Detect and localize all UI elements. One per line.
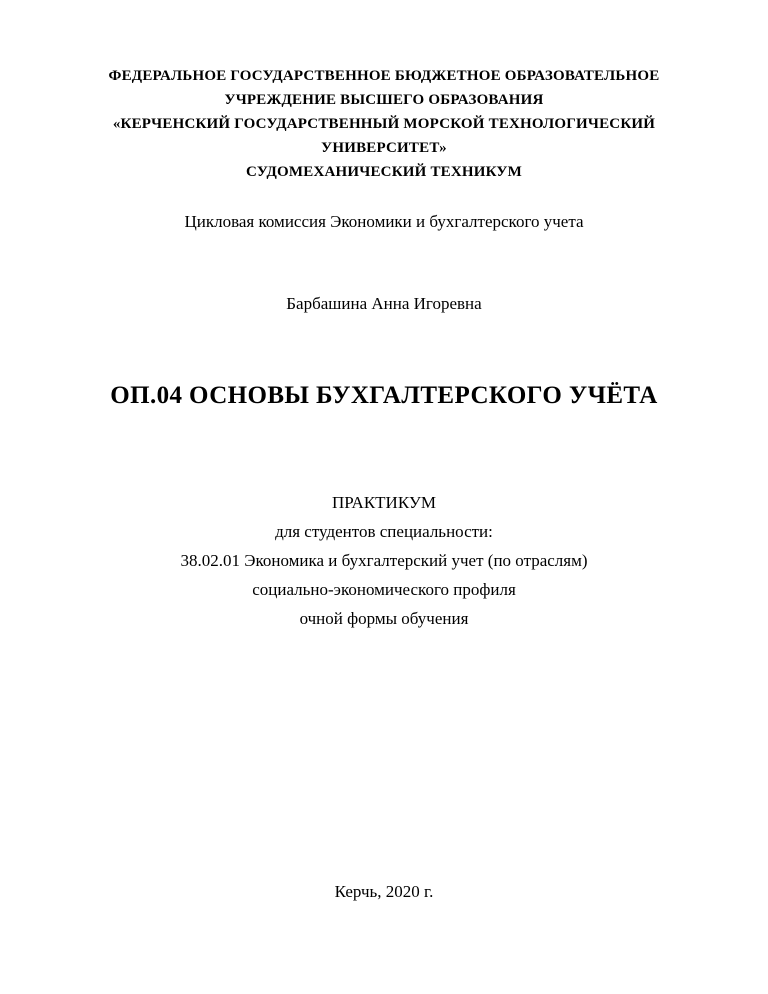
footer-place-year: Керчь, 2020 г. [334, 882, 434, 901]
institution-line: «КЕРЧЕНСКИЙ ГОСУДАРСТВЕННЫЙ МОРСКОЙ ТЕХНОЛОГИЧЕСКИЙ [112, 116, 656, 132]
practicum-line: для студентов специальности: [275, 522, 493, 541]
commission-line: Цикловая комиссия Экономики и бухгалтерского учета [184, 212, 584, 231]
institution-line: УНИВЕРСИТЕТ» [321, 140, 447, 156]
practicum-block [0, 488, 768, 633]
practicum-line: очной формы обучения [299, 609, 469, 628]
practicum-heading: ПРАКТИКУМ [332, 493, 436, 512]
institution-line: УЧРЕЖДЕНИЕ ВЫСШЕГО ОБРАЗОВАНИЯ [224, 92, 544, 108]
institution-header [0, 0, 768, 184]
document-title: ОП.04 ОСНОВЫ БУХГАЛТЕРСКОГО УЧЁТА [110, 382, 658, 409]
practicum-line: социально-экономического профиля [252, 580, 516, 599]
author-name: Барбашина Анна Игоревна [286, 294, 482, 313]
practicum-line: 38.02.01 Экономика и бухгалтерский учет (по отраслям) [180, 551, 588, 570]
institution-line: СУДОМЕХАНИЧЕСКИЙ ТЕХНИКУМ [245, 164, 522, 180]
institution-line: ФЕДЕРАЛЬНОЕ ГОСУДАРСТВЕННОЕ БЮДЖЕТНОЕ ОБРАЗОВАТЕЛЬНОЕ [108, 68, 660, 84]
